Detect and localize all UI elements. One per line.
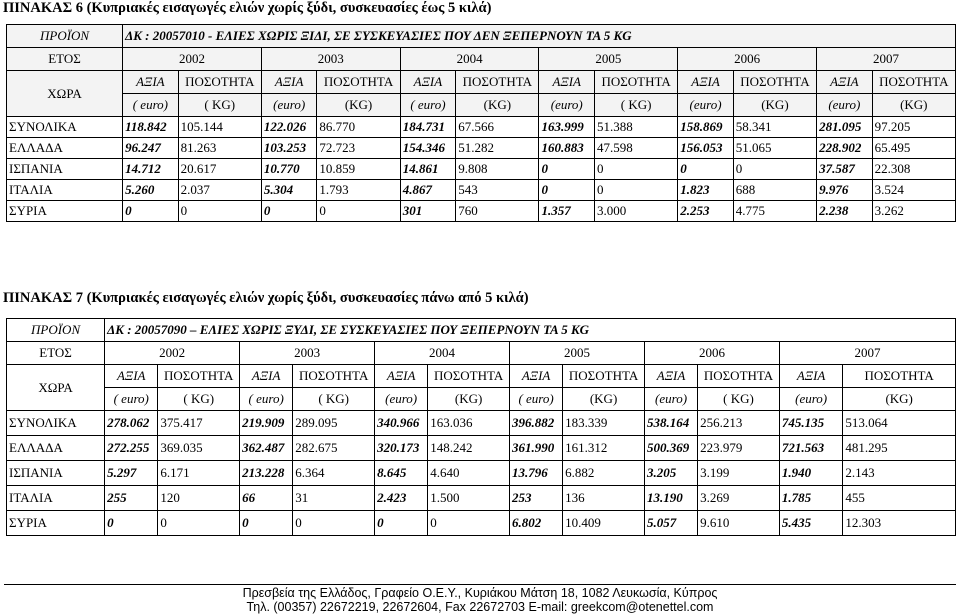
- value-cell: 163.999: [539, 117, 595, 138]
- product-row: [7, 319, 956, 342]
- quantity-cell: 256.213: [698, 411, 780, 436]
- quantity-cell: 31: [293, 486, 375, 511]
- year-2002: 2002: [105, 342, 240, 365]
- year-2006: 2006: [678, 48, 817, 71]
- quantity-cell: 481.295: [843, 436, 956, 461]
- country-name: ΕΛΛΑΔΑ: [7, 138, 123, 159]
- year-label: ΕΤΟΣ: [7, 342, 105, 365]
- value-unit: (euro): [375, 388, 428, 411]
- value-cell: 0: [240, 511, 293, 536]
- quantity-cell: 4.775: [733, 201, 816, 222]
- table-row: [7, 436, 956, 461]
- quantity-header: ΠΟΣΟΤΗΤΑ: [698, 365, 780, 388]
- value-cell: 156.053: [678, 138, 734, 159]
- value-cell: 5.297: [105, 461, 158, 486]
- value-cell: 1.823: [678, 180, 734, 201]
- value-cell: 10.770: [261, 159, 317, 180]
- table-row: [7, 486, 956, 511]
- product-code: ΔΚ : 20057090 – ΕΛΙΕΣ ΧΩΡΙΣ ΞΥΔΙ, ΣΕ ΣΥΣΚΕΥΑΣΙΕΣ ΠΟΥ ΞΕΠΕΡΝΟΥΝ ΤΑ 5 KG: [105, 319, 956, 342]
- quantity-unit: ( KG): [698, 388, 780, 411]
- quantity-header: ΠΟΣΟΤΗΤΑ: [317, 71, 400, 94]
- value-cell: 0: [105, 511, 158, 536]
- quantity-cell: 688: [733, 180, 816, 201]
- value-cell: 5.435: [779, 511, 842, 536]
- quantity-cell: 6.882: [563, 461, 645, 486]
- value-cell: 4.867: [400, 180, 456, 201]
- quantity-cell: 6.171: [158, 461, 240, 486]
- year-2004: 2004: [400, 48, 539, 71]
- footer-contact: Τηλ. (00357) 22672219, 22672604, Fax 22672703 E-mail: greekcom@otenettel.com: [246, 600, 714, 614]
- value-cell: 219.909: [240, 411, 293, 436]
- value-cell: 14.861: [400, 159, 456, 180]
- value-cell: 9.976: [817, 180, 873, 201]
- quantity-cell: 2.143: [843, 461, 956, 486]
- quantity-cell: 0: [158, 511, 240, 536]
- table-row: [7, 511, 956, 536]
- quantity-cell: 9.808: [456, 159, 539, 180]
- quantity-cell: 1.500: [428, 486, 510, 511]
- value-cell: 184.731: [400, 117, 456, 138]
- quantity-cell: 72.723: [317, 138, 400, 159]
- value-unit: ( euro): [510, 388, 563, 411]
- country-name: ΙΤΑΛΙΑ: [7, 180, 123, 201]
- table-row: [7, 159, 956, 180]
- quantity-cell: 161.312: [563, 436, 645, 461]
- quantity-cell: 148.242: [428, 436, 510, 461]
- footer-divider: [4, 584, 956, 585]
- value-cell: 6.802: [510, 511, 563, 536]
- table-row: [7, 138, 956, 159]
- quantity-cell: 1.793: [317, 180, 400, 201]
- table-row: [7, 411, 956, 436]
- country-name: ΣΥΝΟΛΙΚΑ: [7, 411, 105, 436]
- year-2002: 2002: [123, 48, 262, 71]
- value-cell: 13.190: [644, 486, 697, 511]
- year-row: [7, 342, 956, 365]
- quantity-cell: 760: [456, 201, 539, 222]
- year-2003: 2003: [261, 48, 400, 71]
- value-unit: (euro): [817, 94, 873, 117]
- country-name: ΙΣΠΑΝΙΑ: [7, 461, 105, 486]
- quantity-cell: 10.409: [563, 511, 645, 536]
- quantity-cell: 12.303: [843, 511, 956, 536]
- value-cell: 1.940: [779, 461, 842, 486]
- quantity-cell: 0: [178, 201, 261, 222]
- quantity-cell: 513.064: [843, 411, 956, 436]
- quantity-cell: 86.770: [317, 117, 400, 138]
- value-cell: 301: [400, 201, 456, 222]
- value-cell: 5.304: [261, 180, 317, 201]
- table-row: [7, 180, 956, 201]
- value-cell: 0: [678, 159, 734, 180]
- year-2005: 2005: [539, 48, 678, 71]
- value-unit: (euro): [539, 94, 595, 117]
- quantity-cell: 51.388: [595, 117, 678, 138]
- value-cell: 2.423: [375, 486, 428, 511]
- value-header: ΑΞΙΑ: [678, 71, 734, 94]
- value-unit: (euro): [678, 94, 734, 117]
- quantity-header: ΠΟΣΟΤΗΤΑ: [293, 365, 375, 388]
- quantity-cell: 3.269: [698, 486, 780, 511]
- value-cell: 13.796: [510, 461, 563, 486]
- footer-address: Πρεσβεία της Ελλάδος, Γραφείο Ο.Ε.Υ., Κυριάκου Μάτση 18, 1082 Λευκωσία, Κύπρος: [242, 586, 718, 600]
- quantity-cell: 163.036: [428, 411, 510, 436]
- quantity-cell: 51.065: [733, 138, 816, 159]
- country-label: ΧΩΡΑ: [7, 71, 123, 117]
- quantity-header: ΠΟΣΟΤΗΤΑ: [456, 71, 539, 94]
- quantity-cell: 22.308: [872, 159, 955, 180]
- value-cell: 396.882: [510, 411, 563, 436]
- quantity-header: ΠΟΣΟΤΗΤΑ: [872, 71, 955, 94]
- quantity-cell: 3.524: [872, 180, 955, 201]
- quantity-cell: 6.364: [293, 461, 375, 486]
- value-cell: 278.062: [105, 411, 158, 436]
- country-name: ΣΥΡΙΑ: [7, 201, 123, 222]
- country-name: ΕΛΛΑΔΑ: [7, 436, 105, 461]
- value-cell: 0: [539, 159, 595, 180]
- value-header: ΑΞΙΑ: [400, 71, 456, 94]
- value-cell: 14.712: [123, 159, 179, 180]
- quantity-unit: (KG): [872, 94, 955, 117]
- value-header: ΑΞΙΑ: [539, 71, 595, 94]
- value-cell: 340.966: [375, 411, 428, 436]
- year-label: ΕΤΟΣ: [7, 48, 123, 71]
- value-header: ΑΞΙΑ: [261, 71, 317, 94]
- value-unit: (euro): [644, 388, 697, 411]
- quantity-unit: (KG): [733, 94, 816, 117]
- value-cell: 1.785: [779, 486, 842, 511]
- value-cell: 2.238: [817, 201, 873, 222]
- quantity-cell: 0: [293, 511, 375, 536]
- quantity-header: ΠΟΣΟΤΗΤΑ: [595, 71, 678, 94]
- value-cell: 0: [261, 201, 317, 222]
- product-label: ΠΡΟΪΟΝ: [7, 25, 123, 48]
- quantity-header: ΠΟΣΟΤΗΤΑ: [428, 365, 510, 388]
- value-cell: 160.883: [539, 138, 595, 159]
- value-cell: 0: [375, 511, 428, 536]
- value-header: ΑΞΙΑ: [105, 365, 158, 388]
- quantity-header: ΠΟΣΟΤΗΤΑ: [733, 71, 816, 94]
- value-cell: 3.205: [644, 461, 697, 486]
- quantity-cell: 20.617: [178, 159, 261, 180]
- value-header: ΑΞΙΑ: [779, 365, 842, 388]
- year-row: [7, 48, 956, 71]
- product-label: ΠΡΟΪΟΝ: [7, 319, 105, 342]
- table7-title: ΠΙΝΑΚΑΣ 7 (Κυπριακές εισαγωγές ελιών χωρίς ξύδι, συσκευασίες πάνω από 5 κιλά): [3, 290, 529, 306]
- quantity-cell: 0: [595, 180, 678, 201]
- year-2006: 2006: [644, 342, 779, 365]
- quantity-cell: 543: [456, 180, 539, 201]
- quantity-cell: 81.263: [178, 138, 261, 159]
- table-row: [7, 461, 956, 486]
- quantity-cell: 105.144: [178, 117, 261, 138]
- quantity-cell: 136: [563, 486, 645, 511]
- quantity-unit: ( KG): [178, 94, 261, 117]
- quantity-cell: 369.035: [158, 436, 240, 461]
- product-code: ΔΚ : 20057010 - ΕΛΙΕΣ ΧΩΡΙΣ ΞΙΔΙ, ΣΕ ΣΥΣΚΕΥΑΣΙΕΣ ΠΟΥ ΔΕΝ ΞΕΠΕΡΝΟΥΝ ΤΑ 5 KG: [123, 25, 956, 48]
- quantity-unit: (KG): [456, 94, 539, 117]
- value-cell: 253: [510, 486, 563, 511]
- value-unit: (euro): [779, 388, 842, 411]
- year-2007: 2007: [779, 342, 955, 365]
- value-cell: 362.487: [240, 436, 293, 461]
- quantity-cell: 0: [733, 159, 816, 180]
- value-cell: 5.260: [123, 180, 179, 201]
- value-cell: 228.902: [817, 138, 873, 159]
- value-cell: 0: [539, 180, 595, 201]
- quantity-cell: 9.610: [698, 511, 780, 536]
- value-cell: 37.587: [817, 159, 873, 180]
- quantity-cell: 375.417: [158, 411, 240, 436]
- year-2007: 2007: [817, 48, 956, 71]
- value-cell: 5.057: [644, 511, 697, 536]
- quantity-cell: 0: [428, 511, 510, 536]
- country-name: ΣΥΡΙΑ: [7, 511, 105, 536]
- quantity-cell: 455: [843, 486, 956, 511]
- quantity-unit: ( KG): [158, 388, 240, 411]
- value-cell: 122.026: [261, 117, 317, 138]
- value-cell: 2.253: [678, 201, 734, 222]
- value-cell: 272.255: [105, 436, 158, 461]
- quantity-unit: ( KG): [293, 388, 375, 411]
- year-2003: 2003: [240, 342, 375, 365]
- value-header: ΑΞΙΑ: [123, 71, 179, 94]
- quantity-cell: 65.495: [872, 138, 955, 159]
- value-cell: 1.357: [539, 201, 595, 222]
- quantity-unit: ( KG): [595, 94, 678, 117]
- country-name: ΙΤΑΛΙΑ: [7, 486, 105, 511]
- quantity-cell: 67.566: [456, 117, 539, 138]
- subheader-row: [7, 71, 956, 94]
- quantity-cell: 58.341: [733, 117, 816, 138]
- value-cell: 538.164: [644, 411, 697, 436]
- table-row: [7, 201, 956, 222]
- unit-row: [7, 388, 956, 411]
- value-cell: 213.228: [240, 461, 293, 486]
- quantity-unit: (KG): [428, 388, 510, 411]
- quantity-cell: 3.199: [698, 461, 780, 486]
- quantity-header: ΠΟΣΟΤΗΤΑ: [843, 365, 956, 388]
- value-cell: 361.990: [510, 436, 563, 461]
- year-2004: 2004: [375, 342, 510, 365]
- quantity-unit: (KG): [563, 388, 645, 411]
- quantity-cell: 4.640: [428, 461, 510, 486]
- country-label: ΧΩΡΑ: [7, 365, 105, 411]
- value-cell: 281.095: [817, 117, 873, 138]
- value-unit: ( euro): [105, 388, 158, 411]
- value-header: ΑΞΙΑ: [644, 365, 697, 388]
- unit-row: [7, 94, 956, 117]
- value-header: ΑΞΙΑ: [375, 365, 428, 388]
- quantity-cell: 10.859: [317, 159, 400, 180]
- table-row: [7, 117, 956, 138]
- product-row: [7, 25, 956, 48]
- quantity-cell: 120: [158, 486, 240, 511]
- value-cell: 500.369: [644, 436, 697, 461]
- table7: [6, 318, 956, 536]
- value-unit: ( euro): [123, 94, 179, 117]
- quantity-cell: 0: [595, 159, 678, 180]
- quantity-cell: 0: [317, 201, 400, 222]
- quantity-cell: 51.282: [456, 138, 539, 159]
- value-cell: 103.253: [261, 138, 317, 159]
- quantity-cell: 97.205: [872, 117, 955, 138]
- value-cell: 0: [123, 201, 179, 222]
- quantity-cell: 289.095: [293, 411, 375, 436]
- quantity-header: ΠΟΣΟΤΗΤΑ: [158, 365, 240, 388]
- quantity-cell: 47.598: [595, 138, 678, 159]
- value-header: ΑΞΙΑ: [240, 365, 293, 388]
- quantity-header: ΠΟΣΟΤΗΤΑ: [563, 365, 645, 388]
- value-unit: ( euro): [240, 388, 293, 411]
- value-cell: 154.346: [400, 138, 456, 159]
- quantity-header: ΠΟΣΟΤΗΤΑ: [178, 71, 261, 94]
- quantity-unit: (KG): [317, 94, 400, 117]
- quantity-cell: 223.979: [698, 436, 780, 461]
- value-cell: 118.842: [123, 117, 179, 138]
- value-unit: (euro): [261, 94, 317, 117]
- quantity-cell: 3.262: [872, 201, 955, 222]
- subheader-row: [7, 365, 956, 388]
- quantity-cell: 183.339: [563, 411, 645, 436]
- value-header: ΑΞΙΑ: [817, 71, 873, 94]
- value-cell: 721.563: [779, 436, 842, 461]
- country-name: ΣΥΝΟΛΙΚΑ: [7, 117, 123, 138]
- value-unit: ( euro): [400, 94, 456, 117]
- value-cell: 255: [105, 486, 158, 511]
- quantity-cell: 282.675: [293, 436, 375, 461]
- year-2005: 2005: [510, 342, 645, 365]
- table6: [6, 24, 956, 222]
- value-cell: 320.173: [375, 436, 428, 461]
- quantity-cell: 3.000: [595, 201, 678, 222]
- table6-title: ΠΙΝΑΚΑΣ 6 (Κυπριακές εισαγωγές ελιών χωρίς ξύδι, συσκευασίες έως 5 κιλά): [3, 0, 492, 16]
- value-cell: 158.869: [678, 117, 734, 138]
- value-cell: 8.645: [375, 461, 428, 486]
- value-header: ΑΞΙΑ: [510, 365, 563, 388]
- quantity-cell: 2.037: [178, 180, 261, 201]
- country-name: ΙΣΠΑΝΙΑ: [7, 159, 123, 180]
- value-cell: 745.135: [779, 411, 842, 436]
- quantity-unit: (KG): [843, 388, 956, 411]
- value-cell: 96.247: [123, 138, 179, 159]
- value-cell: 66: [240, 486, 293, 511]
